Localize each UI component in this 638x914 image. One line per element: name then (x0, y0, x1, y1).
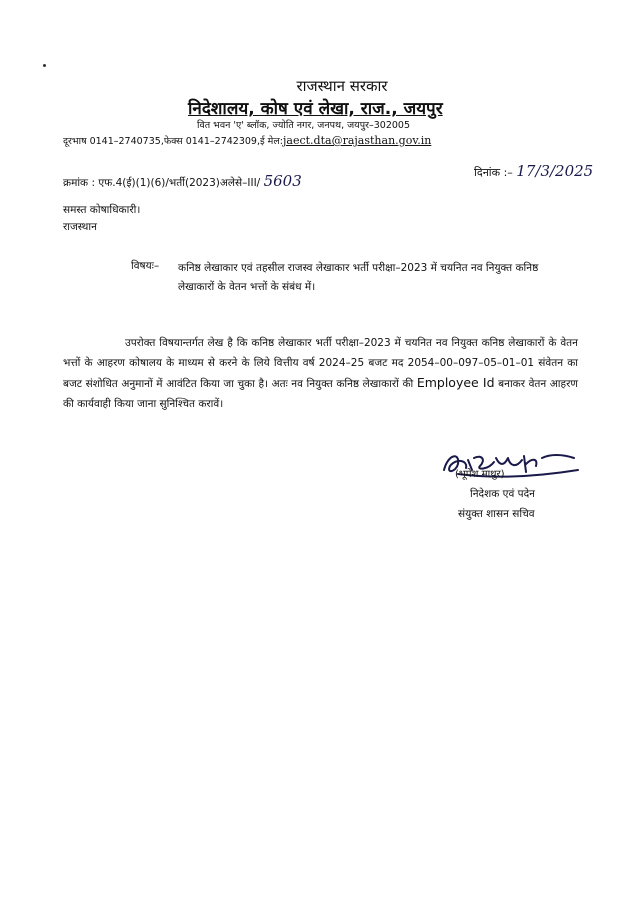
scan-speck (43, 64, 46, 67)
reference-prefix: क्रमांक : एफ.4(ई)(1)(6)/भर्ती(2023)अलेसे–III/ (63, 177, 261, 189)
signatory-designation-1: निदेशक एवं पदेन (470, 488, 536, 500)
signatory-name: (भूपेश माथुर) (455, 469, 505, 480)
recipient-line-1: समस्त कोषाधिकारी। (63, 204, 141, 216)
body-text-after: बनाकर वेतन आहरण की कार्यवाही किया जाना सुनिश्चित करावें। (63, 378, 578, 410)
contact-phone-fax: दूरभाष 0141–2740735,फेक्स 0141–2742309,ई मेल: (63, 136, 283, 147)
email-address: jaect.dta@rajasthan.gov.in (283, 134, 432, 147)
date-handwritten-value: 17/3/2025 (516, 162, 594, 180)
subject-text: कनिष्ठ लेखाकार एवं तहसील राजस्व लेखाकार भर्ती परीक्षा–2023 में चयनित नव नियुक्त कनिष्ठ लेखाकारों के वेतन भत्तों के संबंध में। (178, 262, 539, 293)
office-address: वित भवन 'ए' ब्लॉक, ज्योति नगर, जनपथ, जयपुर–302005 (197, 120, 410, 131)
body-paragraph (63, 334, 578, 414)
recipient-line-2: राजस्थान (63, 221, 97, 233)
department-heading: निदेशालय, कोष एवं लेखा, राज., जयपुर (188, 99, 443, 119)
body-text-before: उपरोक्त विषयान्तर्गत लेख है कि कनिष्ठ लेखाकार भर्ती परीक्षा–2023 में चयनित नव नियुक्त कनिष्ठ लेखाकारों के वेतन भत्तों के आहरण कोषालय के माध्यम से करने के लिये वित्तीय वर्ष 2024–25 बजट मद 2054–00–097–05–01–01 संवेतन का बजट संशोधित अनुमानों में आवंटित किया जा चुका है। अतः नव नियुक्त कनिष्ठ लेखाकारों की (63, 337, 578, 390)
signatory-designation-2: संयुक्त शासन सचिव (458, 508, 535, 520)
subject-label: विषयः– (131, 260, 160, 272)
contact-line (63, 134, 431, 147)
reference-handwritten-number: 5603 (263, 172, 302, 190)
reference-number (63, 172, 302, 190)
government-heading: राजस्थान सरकार (296, 77, 388, 95)
employee-id-term: Employee Id (416, 375, 495, 390)
letter-date (474, 162, 593, 180)
date-label: दिनांक :– (474, 166, 513, 179)
